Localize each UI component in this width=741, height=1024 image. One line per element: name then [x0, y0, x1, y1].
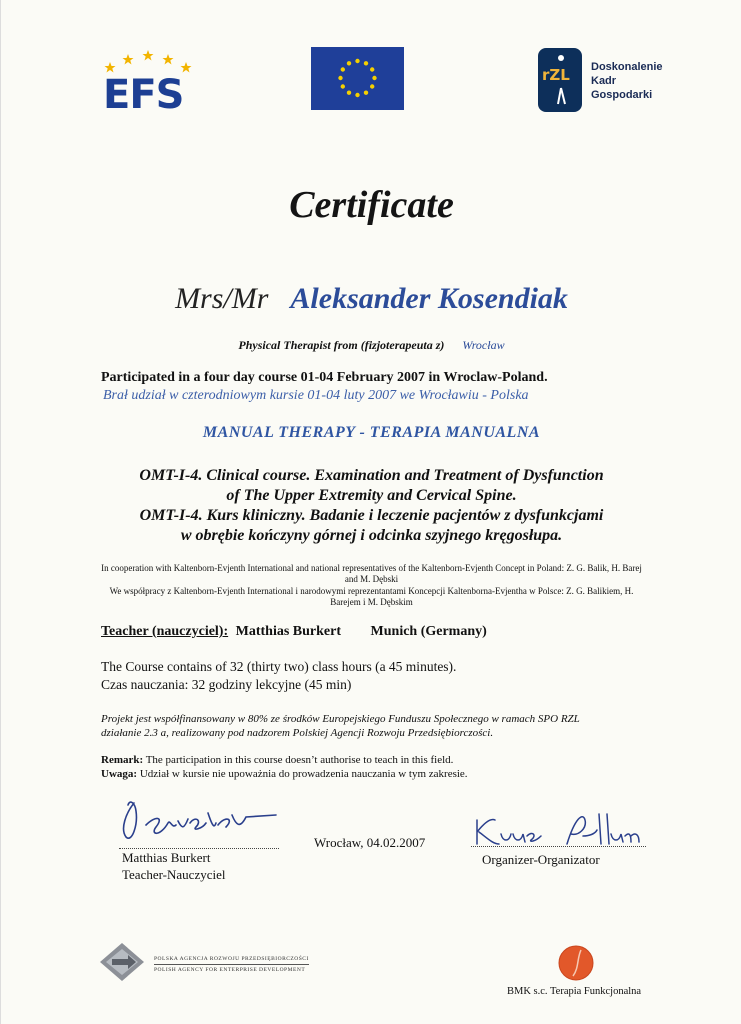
parp-divider	[154, 964, 309, 965]
remark-pl-label: Uwaga:	[101, 768, 138, 780]
course-line-4: w obrębie kończyny górnej i odcinka szyjnego kręgosłupa.	[180, 527, 563, 544]
profession-line	[1, 336, 741, 354]
hours-en: The Course contains of 32 (thirty two) class hours (a 45 minutes).	[101, 659, 457, 674]
efs-logo-text: EFS	[103, 72, 184, 118]
place-date: Wrocław, 04.02.2007	[314, 835, 426, 850]
remark-pl	[101, 767, 468, 781]
efs-logo	[101, 50, 196, 118]
rzl-logo-mark: rZL	[542, 66, 570, 84]
organizer-sign-role: Organizer-Organizator	[482, 852, 600, 867]
rzl-figure-icon	[538, 48, 582, 112]
recipient-name: Aleksander Kosendiak	[290, 282, 568, 315]
remark-en-text: The participation in this course doesn’t authorise to teach in this field.	[143, 754, 454, 766]
teacher-line	[101, 624, 487, 640]
parp-name-pl: POLSKA AGENCJA ROZWOJU PRZEDSIĘBIORCZOŚCI	[154, 956, 309, 962]
rzl-logo	[538, 48, 582, 112]
teacher-signature-line	[119, 848, 279, 849]
teacher-sign-role: Teacher-Nauczyciel	[122, 867, 226, 882]
rzl-caption-line-1: Doskonalenie	[591, 61, 663, 73]
teacher-name: Matthias Burkert	[235, 624, 342, 639]
project-line-1: Projekt jest współfinansowany w 80% ze środków Europejskiego Funduszu Społecznego w ramach SPO RZL	[101, 713, 580, 725]
project-line-2: działanie 2.3 a, realizowany pod nadzorem Polskiej Agencji Rozwoju Przedsiębiorczości.	[101, 727, 494, 739]
therapy-title: MANUAL THERAPY - TERAPIA MANUALNA	[202, 424, 541, 441]
teacher-label: Teacher (nauczyciel):	[101, 624, 229, 639]
course-line-2: of The Upper Extremity and Cervical Spine.	[226, 487, 517, 504]
bmk-name: BMK s.c. Terapia Funkcjonalna	[507, 986, 642, 997]
course-line-1: OMT-I-4. Clinical course. Examination and Treatment of Dysfunction	[139, 467, 604, 484]
rzl-logo-caption	[591, 60, 663, 102]
rzl-caption-line-3: Gospodarki	[591, 89, 653, 101]
certificate-title: Certificate	[289, 184, 454, 226]
remark-pl-text: Udział w kursie nie upoważnia do prowadzenia nauczania w tym zakresie.	[137, 768, 468, 780]
teacher-location: Munich (Germany)	[370, 624, 487, 639]
organizer-signature-line	[471, 846, 646, 847]
profession-text: Physical Therapist from (fizjoterapeuta z)	[238, 338, 445, 352]
parp-name-en: POLISH AGENCY FOR ENTERPRISE DEVELOPMENT	[154, 967, 306, 973]
participation-en: Participated in a four day course 01-04 February 2007 in Wroclaw-Poland.	[101, 370, 548, 385]
recipient-line	[1, 282, 741, 316]
course-line-3: OMT-I-4. Kurs kliniczny. Badanie i leczenie pacjentów z dysfunkcjami	[139, 507, 604, 524]
profession-city: Wrocław	[462, 338, 505, 352]
parp-logo-icon	[98, 941, 146, 983]
rzl-caption-line-2: Kadr	[591, 75, 617, 87]
teacher-signature	[116, 795, 286, 850]
recipient-prefix: Mrs/Mr	[175, 282, 269, 315]
remark-en	[101, 753, 453, 767]
hours-pl: Czas nauczania: 32 godziny lekcyjne (45 min)	[101, 677, 352, 692]
bmk-logo-icon	[557, 944, 595, 982]
cooperation-en: In cooperation with Kaltenborn-Evjenth International and national representatives of the Kaltenborn-Evjenth Concept in Poland: Z. G. Balik, H. Barej and M. Dębski	[101, 563, 642, 584]
cooperation-pl: We współpracy z Kaltenborn-Evjenth International i narodowymi reprezentantami Koncepcji Kaltenborna-Evjentha w Polsce: Z. G. Balikiem, H. Barejem i M. Dębskim	[109, 586, 634, 607]
participation-pl: Brał udział w czterodniowym kursie 01-04 luty 2007 we Wrocławiu - Polska	[103, 388, 529, 403]
remark-en-label: Remark:	[101, 754, 144, 766]
teacher-sign-name: Matthias Burkert	[122, 850, 211, 865]
eu-flag	[311, 47, 404, 110]
eu-stars-icon	[311, 47, 404, 110]
